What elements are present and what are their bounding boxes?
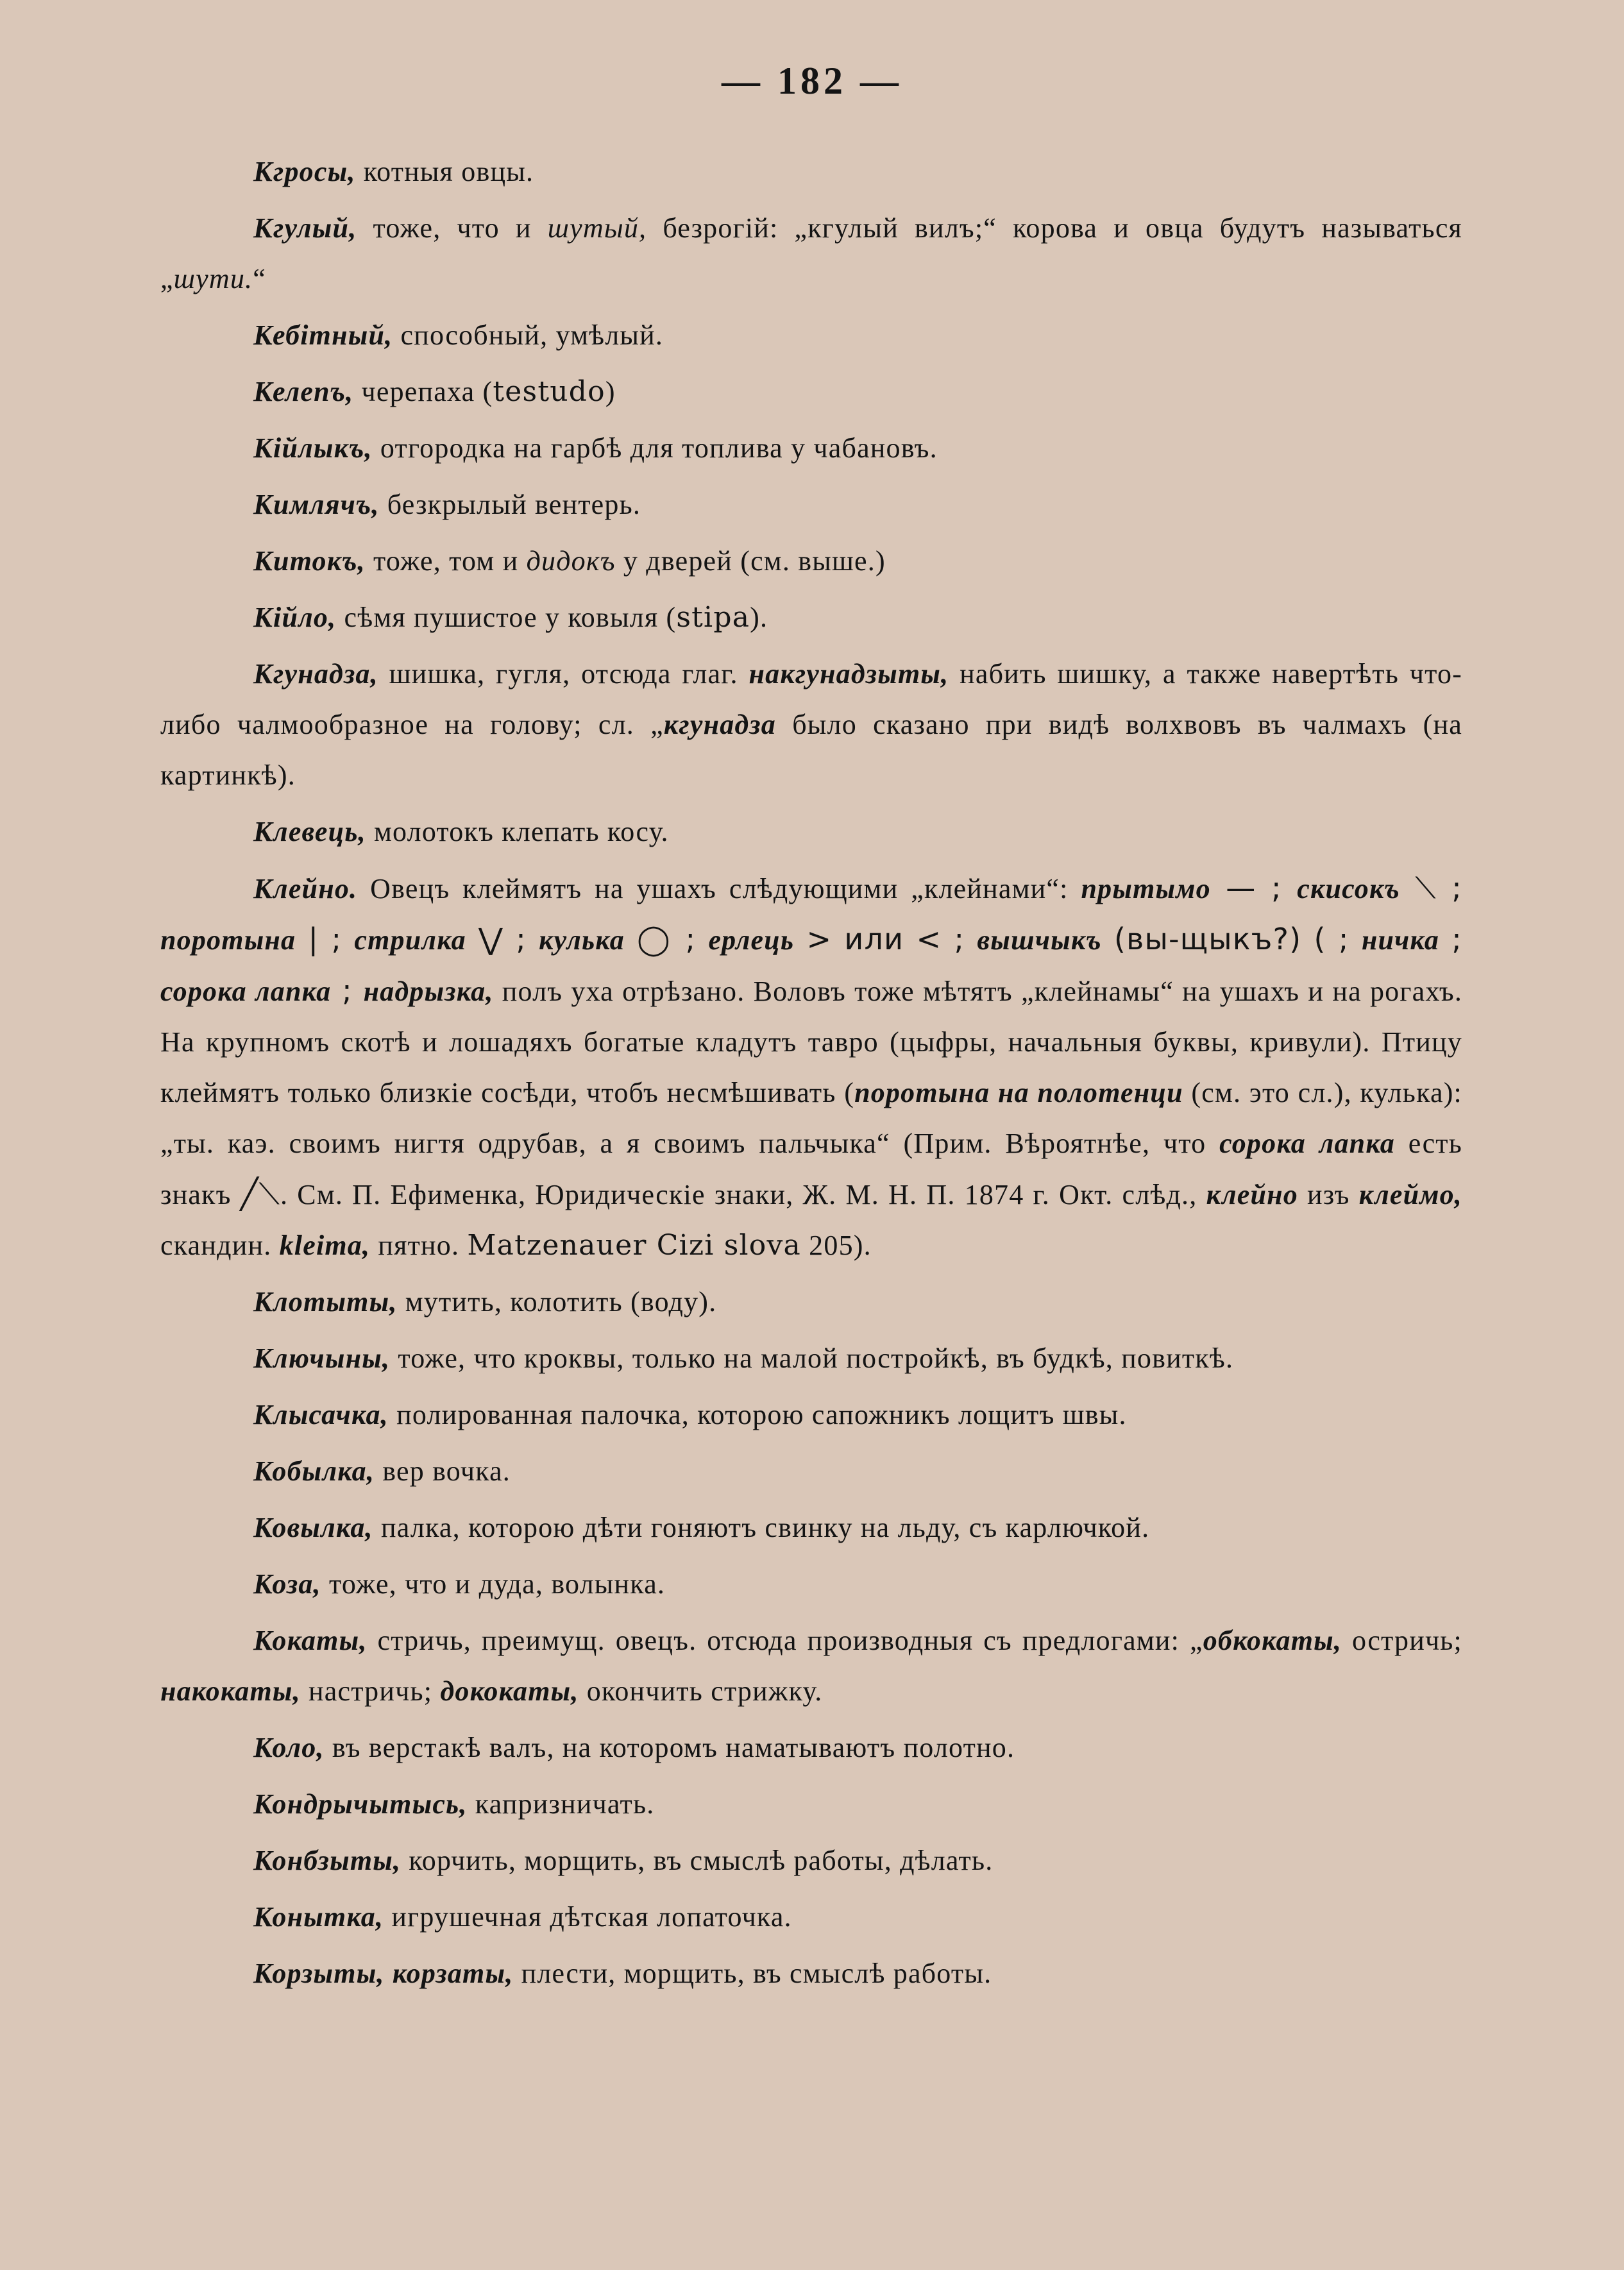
definition: способный, умѣлый. [393, 319, 664, 351]
brand-mark-symbol: ╱⟍ [240, 1176, 280, 1211]
italic-term: кгунадза [663, 709, 777, 740]
definition: “ [253, 263, 266, 294]
definition: плести, морщить, въ смыслѣ работы. [513, 1958, 992, 1989]
definition: ). [750, 602, 768, 633]
entry-korzyty [160, 1948, 1462, 1999]
definition: у дверей (см. выше.) [615, 545, 886, 577]
headword: Кійло, [253, 602, 337, 633]
definition: корчить, морщить, въ смыслѣ работы, дѣлать. [401, 1845, 994, 1876]
brand-mark-symbol: ⟍ ; [1400, 870, 1462, 905]
italic-term: дидокъ [526, 545, 616, 577]
italic-term: поротына на полотенци [854, 1077, 1183, 1108]
entry-klysachka [160, 1389, 1462, 1440]
definition: мутить, колотить (воду). [397, 1286, 717, 1317]
headword: Коло, [253, 1732, 325, 1763]
definition: котныя овцы. [355, 156, 534, 187]
definition: черепаха ( [353, 376, 493, 407]
entry-klotyty [160, 1276, 1462, 1327]
italic-term: ерлець [708, 924, 795, 956]
headword: Кондрычытысь, [253, 1788, 468, 1820]
definition: (см. это сл.), кулька): „ты. каэ. своимъ нигтя одрубав, а я своимъ пальчыка“ (Прим. Вѣроятнѣе, что [160, 1077, 1462, 1159]
italic-term: накгунадзыты, [749, 658, 949, 690]
headword: Коза, [253, 1568, 321, 1600]
italic-term: ничка [1361, 924, 1440, 956]
definition: безкрылый вентерь. [379, 489, 641, 520]
headword: Клейно. [253, 873, 358, 904]
definition: тоже, что и дуда, волынка. [321, 1568, 666, 1600]
entry-konytka [160, 1892, 1462, 1942]
headword: Кокаты, [253, 1625, 368, 1656]
definition: настричь; [300, 1675, 441, 1707]
headword: Кимлячъ, [253, 489, 380, 520]
headword: Кебiтный, [253, 319, 393, 351]
definition: тоже, что кроквы, только на малой постройкѣ, въ будкѣ, повиткѣ. [390, 1343, 1234, 1374]
definition: отгородка на гарбѣ для топлива у чабановъ. [372, 432, 938, 464]
definition: пятно. [370, 1230, 468, 1261]
headword: Клотыты, [253, 1286, 398, 1317]
definition: шишка, гугля, отсюда глаг. [378, 658, 749, 690]
definition: набить шишку, а также навертѣть что-либо чалмообразное на голову; сл. „ [160, 658, 1462, 740]
headword: Кійлыкъ, [253, 432, 373, 464]
headword: Ключыны, [253, 1343, 391, 1374]
entry-kiylyk [160, 423, 1462, 473]
italic-term: скисокъ [1297, 873, 1400, 904]
italic-term: клейно [1206, 1179, 1298, 1210]
entry-kitok [160, 536, 1462, 586]
definition: палка, которою дѣти гоняютъ свинку на льду, съ карлючкой. [373, 1512, 1150, 1543]
headword: Кгулый, [253, 212, 357, 244]
italic-term: клеймо, [1358, 1179, 1462, 1210]
entry-kguly [160, 203, 1462, 304]
entry-konbzyty [160, 1835, 1462, 1886]
brand-mark-symbol: ⋁ ; [466, 922, 539, 956]
definition: безрогій: „кгулый вилъ;“ корова и овца будутъ называться „ [160, 212, 1462, 294]
headword: Келепъ, [253, 376, 354, 407]
entry-kovylka [160, 1502, 1462, 1553]
definition: полъ уха отрѣзано. Воловъ тоже мѣтятъ „клейнамы“ на ушахъ и на рогахъ. На крупномъ скотѣ и лошадяхъ богатые кладутъ тавро (цыфры, начальныя буквы, кривули). Птицу клеймятъ только близкіе сосѣди, чтобъ несмѣшивать ( [160, 976, 1463, 1108]
definition: сѣмя пушистое у ковыля ( [336, 602, 677, 633]
italic-term: надрызка, [363, 976, 494, 1007]
headword: Кгунадза, [253, 658, 378, 690]
italic-term: прытымо [1081, 873, 1211, 904]
headword: Клысачка, [253, 1399, 389, 1430]
entry-kiylo [160, 592, 1462, 643]
italic-term: кулька [539, 924, 625, 956]
entry-klevets [160, 806, 1462, 857]
definition: остричь; [1342, 1625, 1462, 1656]
definition: тоже, том и [365, 545, 527, 577]
latin-term: testudo [493, 375, 605, 408]
dictionary-entries [160, 146, 1462, 2004]
definition: молотокъ клепать косу. [366, 816, 669, 847]
page-number: — 182 — [722, 60, 902, 102]
headword: Корзыты, [253, 1958, 385, 1989]
brand-mark-symbol: (вы-щыкъ?) ( ; [1101, 922, 1362, 956]
headword: Китокъ, [253, 545, 366, 577]
definition: скандин. [160, 1230, 280, 1261]
definition: есть знакъ [160, 1128, 1462, 1210]
definition: ) [605, 376, 616, 407]
definition: вер вочка. [375, 1455, 511, 1487]
headword: Конбзыты, [253, 1845, 402, 1876]
brand-mark-symbol: ; [331, 973, 364, 1008]
headword: Конытка, [253, 1901, 384, 1933]
entry-kleyno [160, 863, 1462, 1271]
italic-term: kleima, [279, 1230, 371, 1261]
entry-kelep [160, 366, 1462, 417]
latin-term: stipa [676, 601, 750, 634]
entry-kimlyach [160, 479, 1462, 530]
italic-term: дококаты, [440, 1675, 579, 1707]
entry-kgrosy [160, 146, 1462, 197]
entry-klyuchyny [160, 1333, 1462, 1384]
headword: Клевець, [253, 816, 366, 847]
definition: игрушечная дѣтская лопаточка. [384, 1901, 792, 1933]
entry-kondrychytys [160, 1779, 1462, 1829]
entry-koza [160, 1559, 1462, 1609]
italic-term: сорока лапка [160, 976, 332, 1007]
italic-term: шути. [173, 263, 253, 294]
italic-term: сорока лапка [1219, 1128, 1395, 1159]
brand-mark-symbol: | ; [296, 922, 355, 956]
entry-kebitny [160, 310, 1462, 360]
italic-term: шутый, [547, 212, 647, 244]
brand-mark-symbol: > или < ; [794, 922, 977, 956]
definition: окончить стрижку. [579, 1675, 823, 1707]
definition: капризничать. [467, 1788, 655, 1820]
latin-term: Matzenauer Cizi slova [467, 1229, 801, 1262]
italic-term: поротына [160, 924, 296, 956]
definition: . См. П. Ефименка, Юридическіе знаки, Ж. М. Н. П. 1874 г. Окт. слѣд., [280, 1179, 1206, 1210]
definition: было сказано при видѣ волхвовъ въ чалмахъ (на картинкѣ). [160, 709, 1462, 791]
brand-mark-symbol: ; [1439, 922, 1462, 956]
definition: Овецъ клеймятъ на ушахъ слѣдующими „клейнами“: [357, 873, 1081, 904]
headword: Ковылка, [253, 1512, 373, 1543]
italic-term: обкокаты, [1203, 1625, 1342, 1656]
definition: изъ [1298, 1179, 1359, 1210]
headword: Кобылка, [253, 1455, 375, 1487]
headword: Кгросы, [253, 156, 356, 187]
italic-term: вышчыкъ [977, 924, 1102, 956]
entry-kokaty [160, 1615, 1462, 1716]
definition: полированная палочка, которою сапожникъ лощитъ швы. [388, 1399, 1127, 1430]
definition: въ верстакѣ валъ, на которомъ наматываютъ полотно. [324, 1732, 1015, 1763]
entry-kobylka [160, 1446, 1462, 1496]
italic-term: накокаты, [160, 1675, 301, 1707]
italic-term: корзаты, [384, 1958, 514, 1989]
definition: 205). [800, 1230, 872, 1261]
brand-mark-symbol: ◯ ; [624, 922, 709, 956]
entry-kgunadza [160, 648, 1462, 800]
definition: стричь, преимущ. овецъ. отсюда производныя съ предлогами: „ [367, 1625, 1203, 1656]
brand-mark-symbol: — ; [1210, 870, 1298, 905]
definition: тоже, что и [357, 212, 548, 244]
italic-term: стрилка [354, 924, 466, 956]
entry-kolo [160, 1722, 1462, 1773]
